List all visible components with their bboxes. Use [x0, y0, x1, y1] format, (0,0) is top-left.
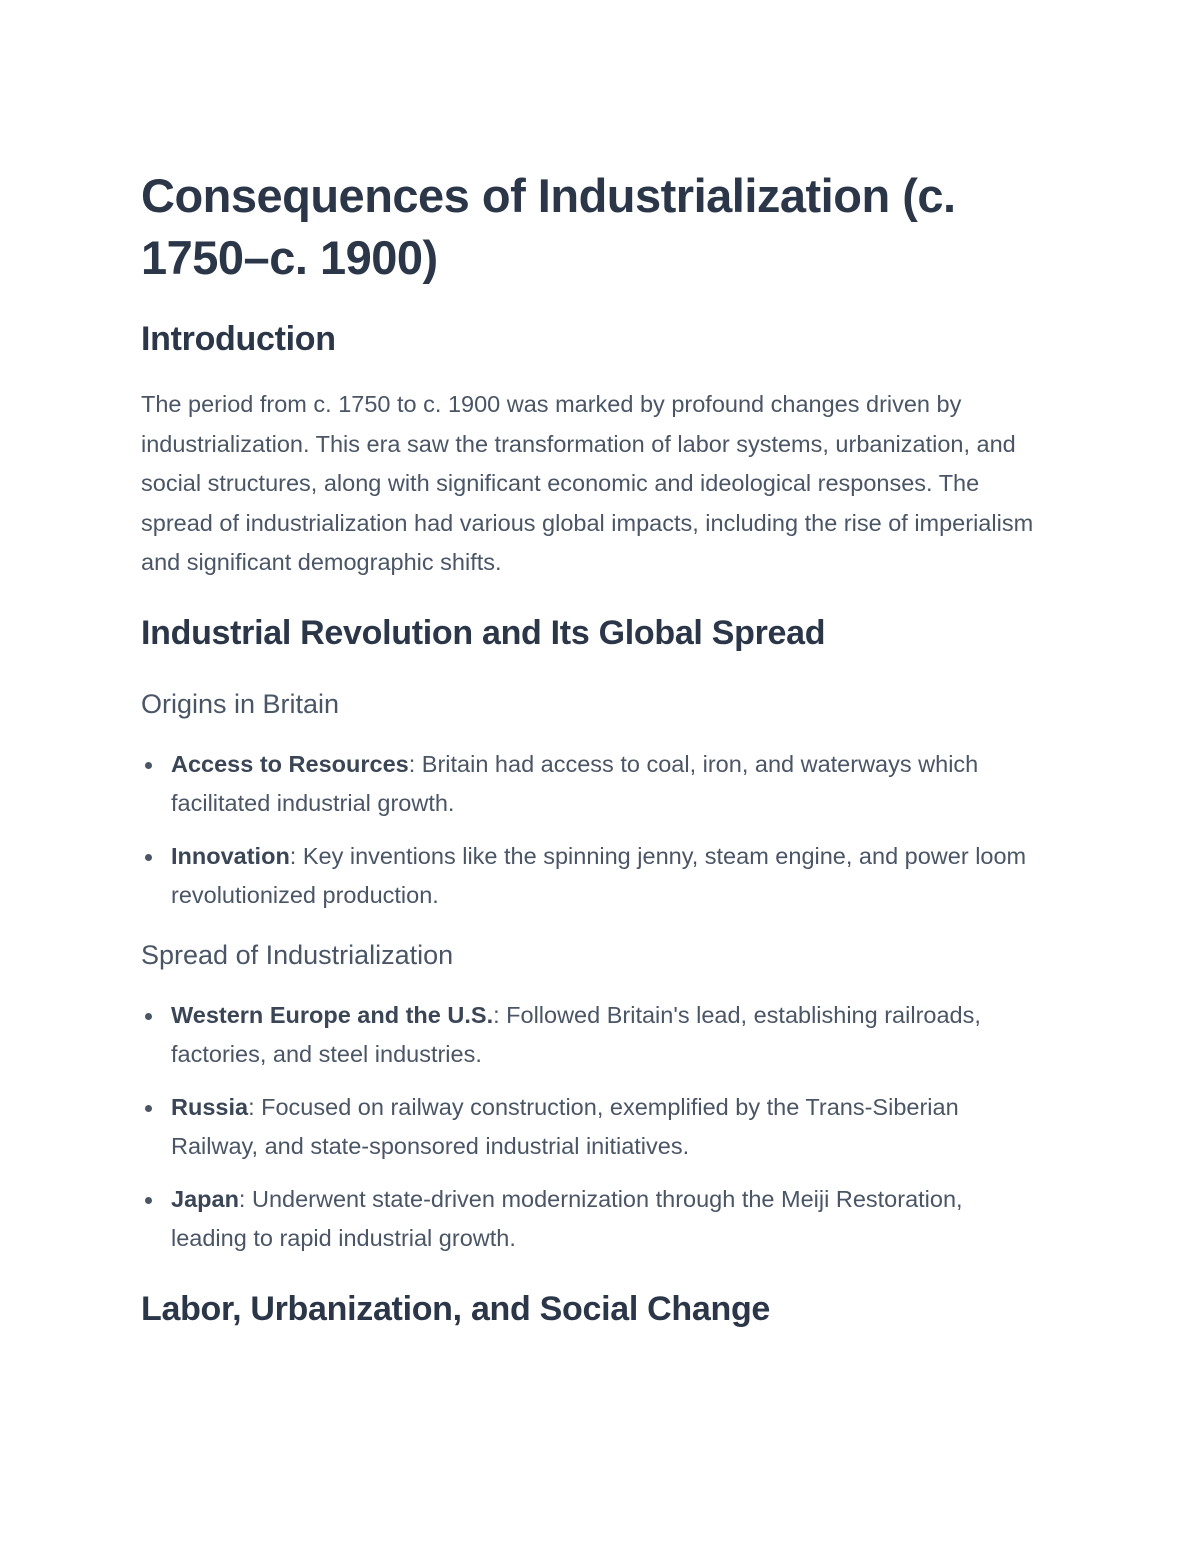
origins-list [141, 745, 1041, 916]
section-heading-introduction: Introduction [141, 320, 336, 358]
list-item-term: Japan [171, 1185, 239, 1212]
list-item-term: Access to Resources [171, 750, 409, 777]
document-page [141, 165, 1041, 1329]
list-item-text: : Underwent state-driven modernization through the Meiji Restoration, leading to rapid industrial growth. [171, 1185, 963, 1251]
list-item-text: : Key inventions like the spinning jenny, steam engine, and power loom revolutionized production. [171, 842, 1027, 908]
list-item [171, 996, 1041, 1075]
document-title: Consequences of Industrialization (c. 1750–c. 1900) [141, 169, 956, 284]
list-item [171, 745, 1041, 824]
list-item [171, 1180, 1041, 1259]
list-item-text: : Focused on railway construction, exemplified by the Trans-Siberian Railway, and state-sponsored industrial initiatives. [171, 1093, 959, 1159]
list-item-text: : Followed Britain's lead, establishing railroads, factories, and steel industries. [171, 1001, 981, 1067]
list-item-term: Western Europe and the U.S. [171, 1001, 494, 1028]
subsection-heading-origins-in-britain: Origins in Britain [141, 688, 340, 719]
introduction-paragraph: The period from c. 1750 to c. 1900 was marked by profound changes driven by industrialization. This era saw the transformation of labor systems, urbanization, and social structures, along with significant economic and ideological responses. The spread of industrialization had various global impacts, including the rise of imperialism and significant demographic shifts. [141, 391, 1034, 575]
list-item [171, 1088, 1041, 1167]
subsection-heading-spread-of-industrialization: Spread of Industrialization [141, 939, 454, 970]
list-item [171, 837, 1041, 916]
spread-list [141, 996, 1041, 1259]
section-heading-labor-urbanization: Labor, Urbanization, and Social Change [141, 1289, 771, 1328]
list-item-term: Russia [171, 1093, 249, 1120]
section-heading-industrial-revolution: Industrial Revolution and Its Global Spread [141, 613, 826, 652]
list-item-text: : Britain had access to coal, iron, and waterways which facilitated industrial growth. [171, 750, 979, 816]
list-item-term: Innovation [171, 842, 290, 869]
